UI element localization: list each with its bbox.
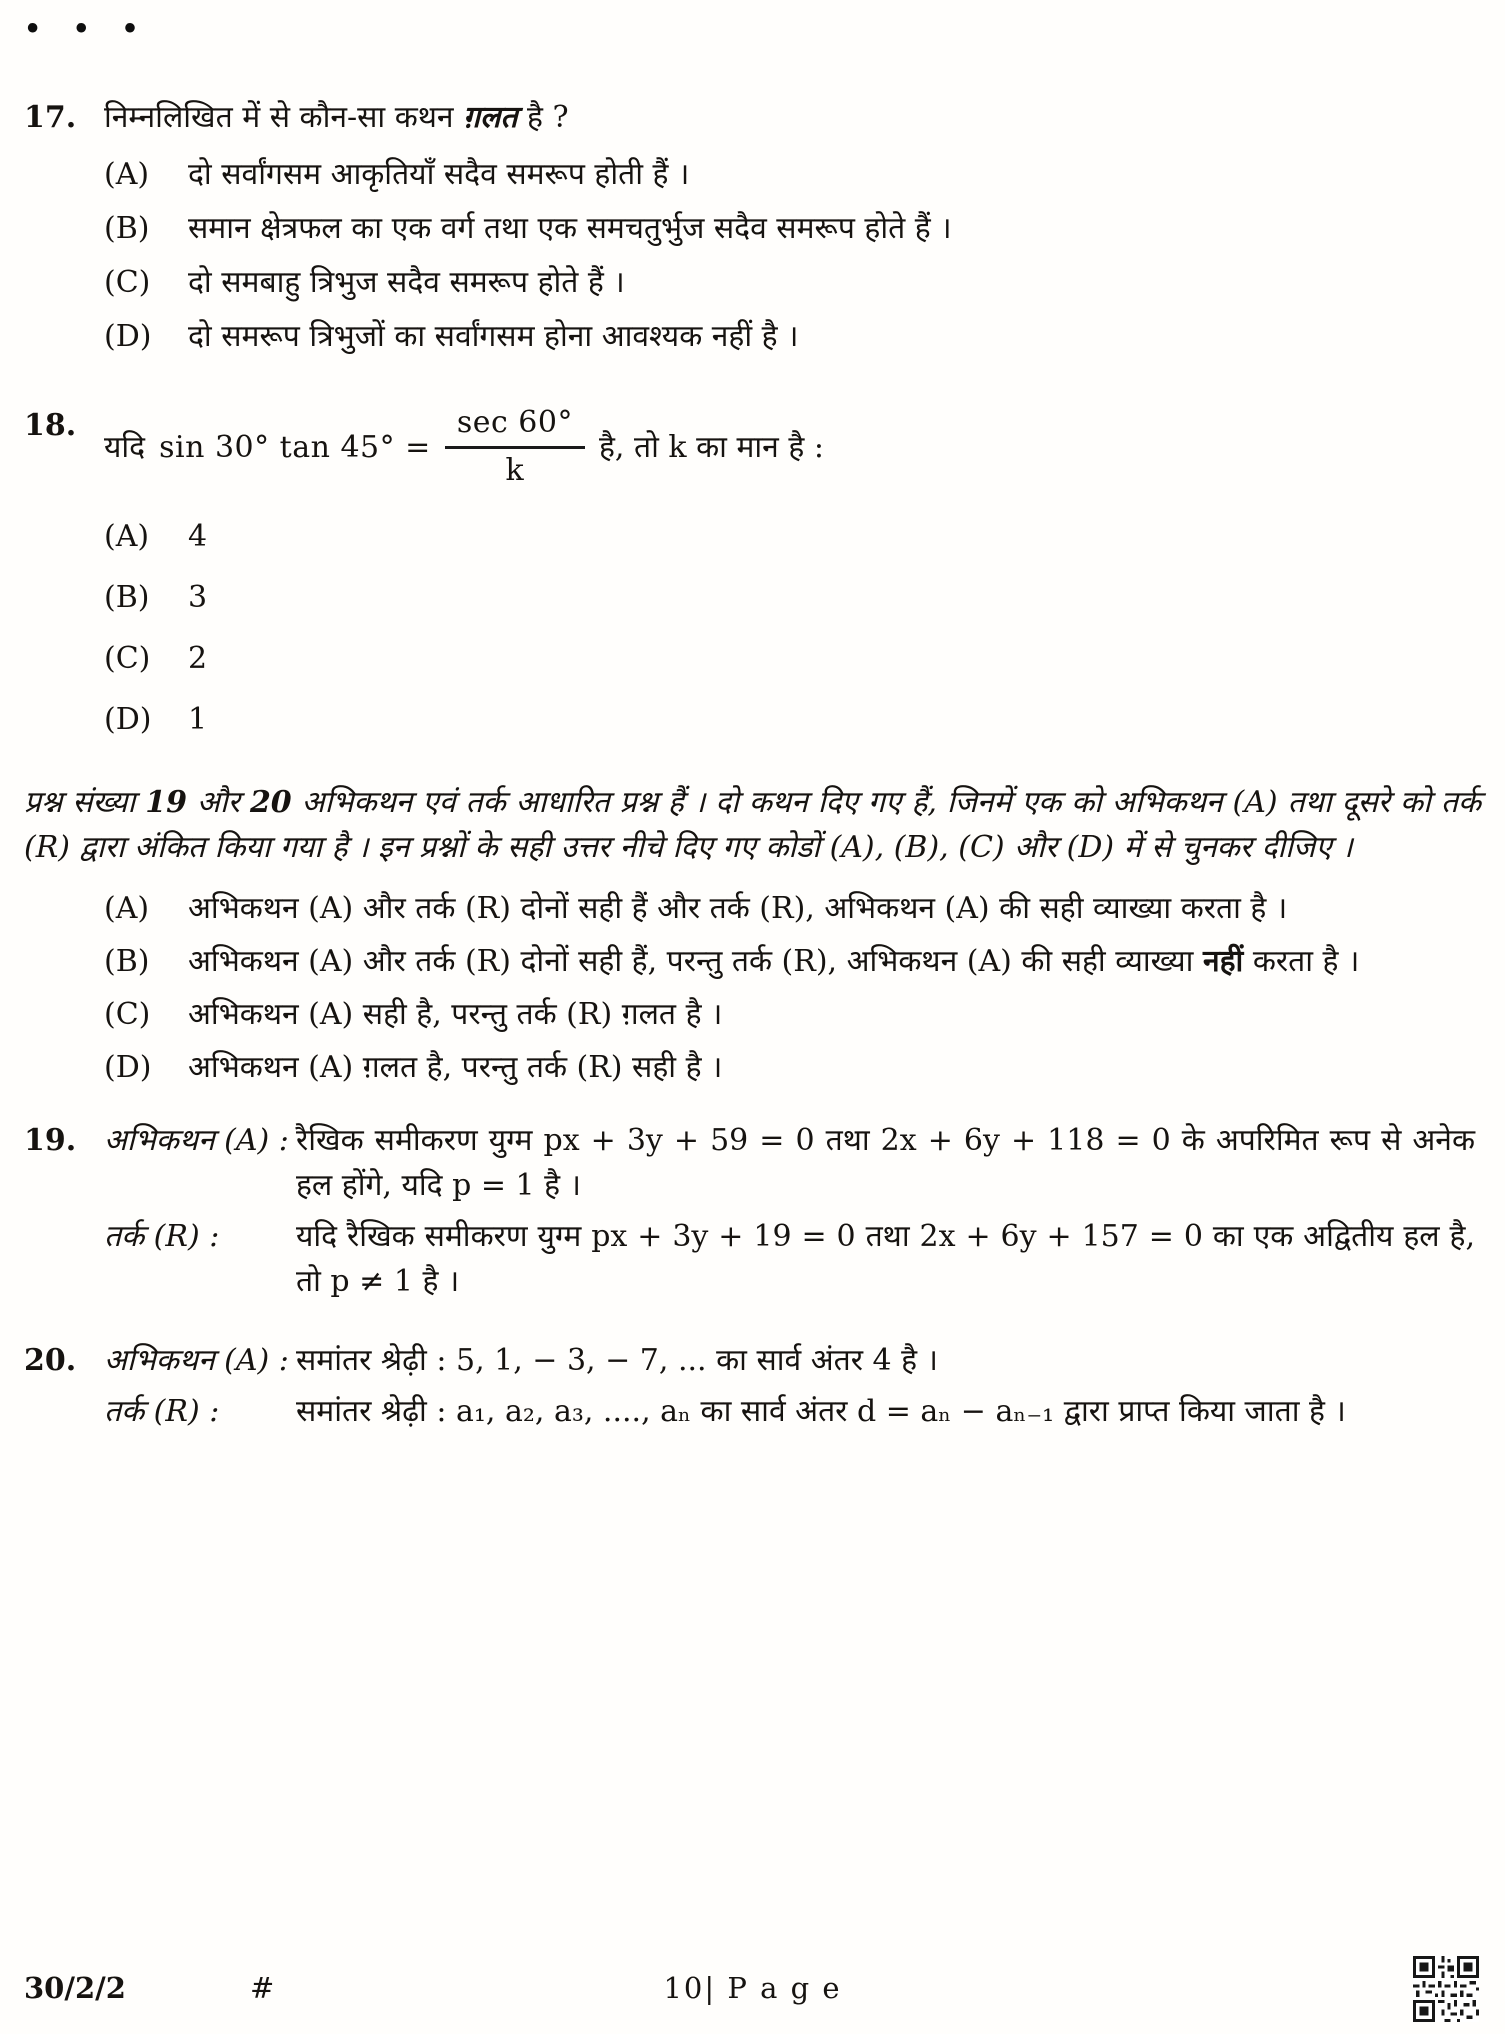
equation-line [104, 403, 1481, 492]
option-label: (D) [104, 1049, 152, 1085]
question-17 [24, 95, 1481, 359]
instructions-question-number: 19 [145, 784, 187, 820]
reason-row [104, 1214, 1481, 1304]
option-row [104, 314, 1481, 359]
question-number: 18. [24, 407, 77, 443]
option-text-fragment: करता है । [1243, 943, 1360, 979]
page-footer [0, 1950, 1505, 2026]
option-text: अभिकथन (A) और तर्क (R) दोनों सही हैं और तर्क (R), अभिकथन (A) की सही व्याख्या करता है । [188, 890, 1288, 926]
option-row [104, 886, 1481, 931]
option-label: (A) [104, 890, 150, 926]
option-row [104, 1045, 1481, 1090]
assertion-row [104, 1118, 1481, 1208]
instructions-question-number: 20 [249, 784, 292, 820]
equation-prefix: यदि [104, 429, 146, 465]
paper-code: 30/2/2 [24, 1970, 126, 2005]
question-text [104, 95, 1481, 140]
option-label: (A) [104, 156, 150, 192]
option-row [104, 514, 1481, 559]
option-label: (D) [104, 701, 152, 737]
option-text: अभिकथन (A) सही है, परन्तु तर्क (R) ग़लत है । [188, 996, 723, 1032]
assertion-text: रैखिक समीकरण युग्म px + 3y + 59 = 0 तथा 2x + 6y + 118 = 0 के अपरिमित रूप से अनेक हल होंगे, यदि p = 1 है । [296, 1122, 1475, 1203]
question-text-fragment: है ? [517, 99, 569, 135]
assertion-reason-instructions [24, 780, 1481, 870]
page-number: 10| P a g e [663, 1970, 842, 2005]
equation-suffix: है, तो k का मान है : [598, 429, 824, 465]
qr-code [1413, 1956, 1479, 2022]
option-label: (A) [104, 518, 150, 554]
option-label: (D) [104, 318, 152, 354]
fraction-numerator: sec 60° [445, 403, 585, 450]
option-row [104, 992, 1481, 1037]
assertion-row [104, 1338, 1481, 1383]
question-text-fragment: निम्नलिखित में से कौन-सा कथन [104, 99, 464, 135]
equation-left-side: sin 30° tan 45° = [159, 429, 431, 465]
option-row [104, 939, 1481, 984]
option-label: (C) [104, 996, 151, 1032]
question-20 [24, 1338, 1481, 1440]
fraction [445, 403, 585, 492]
option-text: 1 [188, 701, 208, 737]
option-text: दो सर्वांगसम आकृतियाँ सदैव समरूप होती हैं । [188, 156, 690, 192]
question-number: 19. [24, 1122, 77, 1158]
option-label: (B) [104, 210, 150, 246]
reason-text: समांतर श्रेढ़ी : a₁, a₂, a₃, ...., aₙ का सार्व अंतर d = aₙ − aₙ₋₁ द्वारा प्राप्त किया जाता है । [296, 1393, 1346, 1429]
assertion-label: अभिकथन (A) : [104, 1342, 289, 1378]
option-row [104, 260, 1481, 305]
fraction-denominator: k [505, 453, 525, 488]
question-18 [24, 403, 1481, 742]
instructions-fragment: अभिकथन एवं तर्क आधारित प्रश्न हैं । दो कथन दिए गए हैं, जिनमें एक को अभिकथन (A) तथा दूसरे को तर्क (R) द्वारा अंकित किया गया है । इन प्रश्नों के सही उत्तर नीचे दिए गए कोडों (A), (B), (C) और (D) में से चुनकर दीजिए । [24, 784, 1481, 865]
option-text-fragment: अभिकथन (A) और तर्क (R) दोनों सही हैं, परन्तु तर्क (R), अभिकथन (A) की सही व्याख्या [188, 943, 1203, 979]
page-corner-dots: • • • [24, 14, 150, 45]
hash-mark: # [250, 1970, 275, 2005]
option-label: (C) [104, 264, 151, 300]
option-label: (B) [104, 579, 150, 615]
assertion-reason-codes [104, 886, 1481, 1090]
reason-text: यदि रैखिक समीकरण युग्म px + 3y + 19 = 0 तथा 2x + 6y + 157 = 0 का एक अद्वितीय हल है, तो p ≠ 1 है । [296, 1218, 1475, 1299]
option-label: (C) [104, 640, 151, 676]
reason-label: तर्क (R) : [104, 1393, 220, 1429]
option-row [104, 697, 1481, 742]
option-label: (B) [104, 943, 150, 979]
option-text: 4 [188, 518, 208, 554]
option-text: दो समरूप त्रिभुजों का सर्वांगसम होना आवश्यक नहीं है । [188, 318, 799, 354]
option-text: 2 [188, 640, 208, 676]
option-text: 3 [188, 579, 208, 615]
option-text [188, 939, 1481, 984]
option-row [104, 206, 1481, 251]
option-text: समान क्षेत्रफल का एक वर्ग तथा एक समचतुर्भुज सदैव समरूप होते हैं । [188, 210, 952, 246]
reason-row [104, 1389, 1481, 1434]
assertion-label: अभिकथन (A) : [104, 1122, 289, 1158]
option-row [104, 575, 1481, 620]
option-text: अभिकथन (A) ग़लत है, परन्तु तर्क (R) सही है । [188, 1049, 723, 1085]
instructions-fragment: प्रश्न संख्या [24, 784, 146, 820]
option-text: दो समबाहु त्रिभुज सदैव समरूप होते हैं । [188, 264, 625, 300]
question-number: 20. [24, 1342, 77, 1378]
option-row [104, 152, 1481, 197]
option-text-emphasis: नहीं [1202, 943, 1244, 979]
question-19 [24, 1118, 1481, 1310]
option-row [104, 636, 1481, 681]
question-text-emphasis: ग़लत [463, 99, 518, 135]
question-number: 17. [24, 99, 77, 135]
assertion-text: समांतर श्रेढ़ी : 5, 1, − 3, − 7, ... का सार्व अंतर 4 है । [296, 1342, 939, 1378]
reason-label: तर्क (R) : [104, 1218, 220, 1254]
instructions-fragment: और [187, 784, 250, 820]
